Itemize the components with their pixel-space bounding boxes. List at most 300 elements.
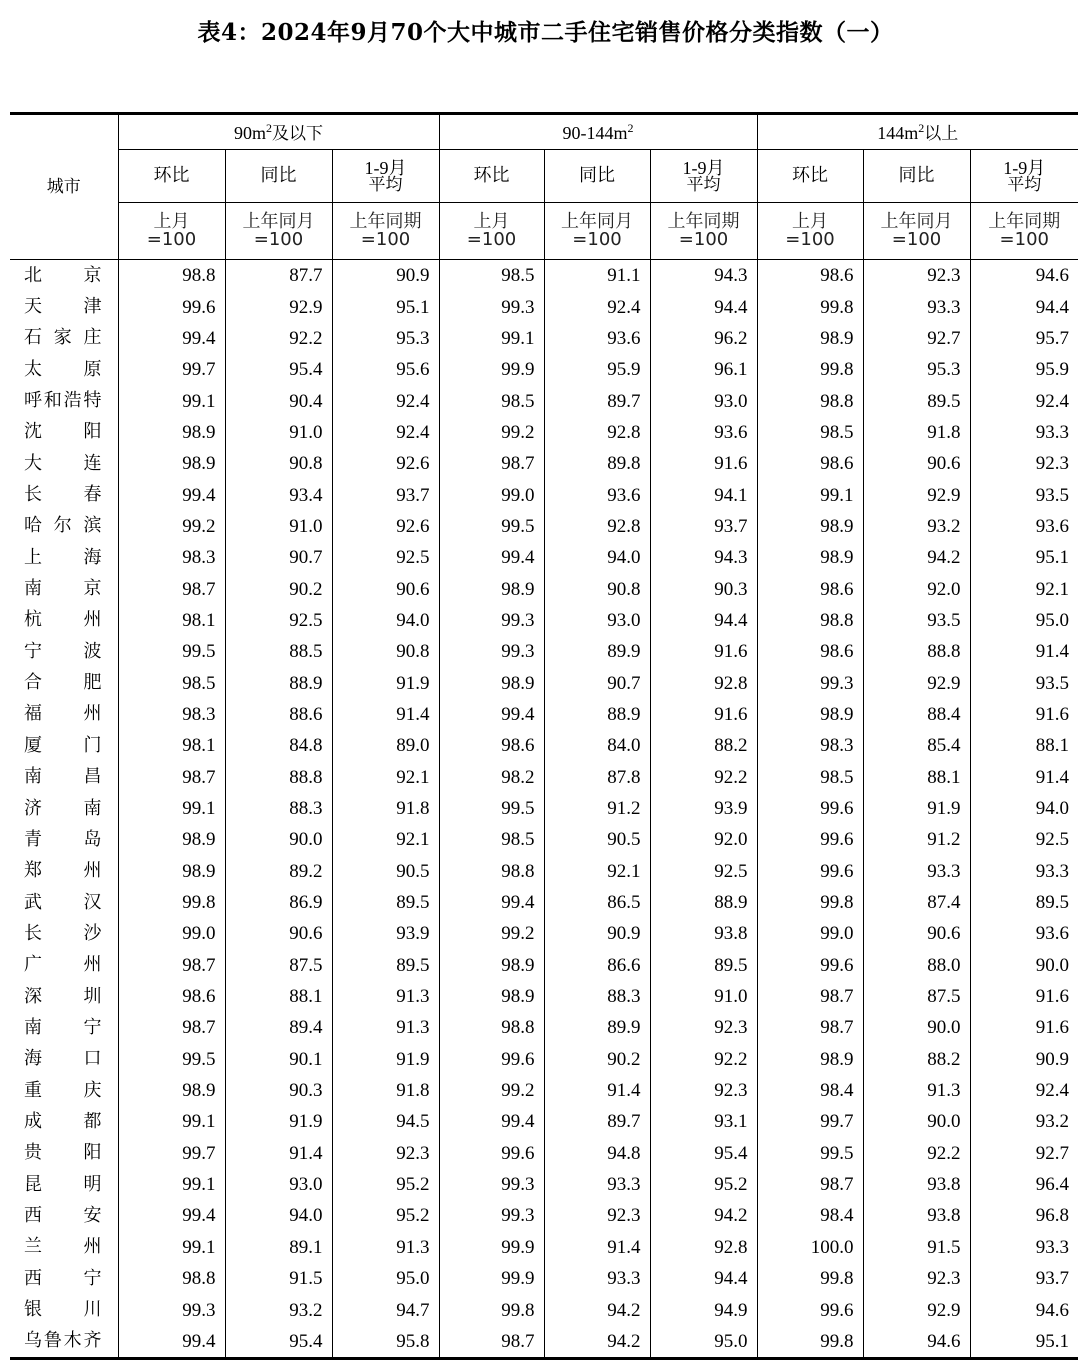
group-header-medium (439, 114, 757, 150)
index-value-cell: 98.8 (118, 260, 225, 292)
index-value-cell: 90.8 (225, 448, 332, 479)
index-value-cell: 98.6 (757, 260, 863, 292)
index-value-cell: 88.3 (544, 981, 650, 1012)
index-value-cell: 89.1 (225, 1232, 332, 1263)
table-row (10, 1075, 1078, 1106)
index-value-cell: 98.9 (757, 323, 863, 354)
header-group-row (10, 114, 1078, 150)
city-name-cell: 成都 (10, 1106, 118, 1137)
table-row (10, 824, 1078, 855)
city-name-cell: 重庆 (10, 1075, 118, 1106)
index-value-cell: 98.3 (757, 730, 863, 761)
index-value-cell: 91.9 (332, 1044, 439, 1075)
table-row (10, 1263, 1078, 1294)
index-value-cell: 89.9 (544, 1012, 650, 1043)
index-value-cell: 95.9 (970, 354, 1078, 385)
index-value-cell: 99.5 (118, 1044, 225, 1075)
index-value-cell: 89.5 (650, 950, 757, 981)
group-header-suffix: 以上 (924, 123, 959, 144)
index-value-cell: 92.7 (970, 1138, 1078, 1169)
index-value-cell: 92.8 (650, 667, 757, 698)
index-value-cell: 92.1 (544, 856, 650, 887)
city-name-cell: 福州 (10, 699, 118, 730)
index-value-cell: 98.4 (757, 1075, 863, 1106)
metric-avg (970, 150, 1078, 203)
index-value-cell: 96.4 (970, 1169, 1078, 1200)
index-value-cell: 90.8 (544, 573, 650, 604)
index-value-cell: 92.8 (544, 511, 650, 542)
index-value-cell: 93.3 (970, 1232, 1078, 1263)
city-name-cell: 沈阳 (10, 417, 118, 448)
index-value-cell: 99.7 (118, 1138, 225, 1169)
index-value-cell: 93.9 (332, 918, 439, 949)
index-value-cell: 85.4 (863, 730, 970, 761)
index-value-cell: 92.1 (970, 573, 1078, 604)
metric-yoy: 同比 (225, 150, 332, 203)
index-value-cell: 90.1 (225, 1044, 332, 1075)
table-row (10, 385, 1078, 416)
index-value-cell: 88.9 (225, 667, 332, 698)
index-value-cell: 98.9 (118, 417, 225, 448)
index-value-cell: 94.1 (650, 479, 757, 510)
index-value-cell: 98.7 (118, 950, 225, 981)
index-value-cell: 89.7 (544, 1106, 650, 1137)
index-value-cell: 92.9 (863, 479, 970, 510)
index-value-cell: 99.8 (757, 1326, 863, 1359)
index-value-cell: 99.2 (118, 511, 225, 542)
index-value-cell: 86.5 (544, 887, 650, 918)
index-value-cell: 94.6 (863, 1326, 970, 1359)
index-value-cell: 88.1 (970, 730, 1078, 761)
index-value-cell: 98.7 (757, 1169, 863, 1200)
index-value-cell: 99.8 (757, 291, 863, 322)
superscript: 2 (266, 120, 273, 135)
index-value-cell: 91.2 (863, 824, 970, 855)
table-row (10, 1044, 1078, 1075)
table-header (10, 114, 1078, 260)
metric-avg-line2: 平均 (368, 174, 403, 195)
index-value-cell: 98.6 (757, 448, 863, 479)
index-value-cell: 99.4 (439, 1106, 544, 1137)
index-value-cell: 93.5 (863, 605, 970, 636)
index-value-cell: 88.6 (225, 699, 332, 730)
index-value-cell: 98.9 (439, 950, 544, 981)
index-value-cell: 92.4 (332, 417, 439, 448)
index-value-cell: 95.0 (970, 605, 1078, 636)
index-value-cell: 99.4 (439, 887, 544, 918)
metric-avg (332, 150, 439, 203)
index-value-cell: 93.3 (970, 417, 1078, 448)
index-value-cell: 92.4 (970, 385, 1078, 416)
index-value-cell: 93.8 (863, 1169, 970, 1200)
metric-avg-line1: 1-9月 (364, 157, 407, 178)
table-row (10, 887, 1078, 918)
index-value-cell: 91.8 (332, 1075, 439, 1106)
index-value-cell: 94.7 (332, 1294, 439, 1325)
index-value-cell: 94.6 (970, 1294, 1078, 1325)
city-name-cell: 兰州 (10, 1232, 118, 1263)
index-value-cell: 93.3 (863, 291, 970, 322)
index-value-cell: 88.1 (225, 981, 332, 1012)
index-value-cell: 91.0 (225, 511, 332, 542)
base-mom (757, 203, 863, 260)
index-value-cell: 92.8 (544, 417, 650, 448)
group-header-label: 90-144m (562, 123, 628, 143)
index-value-cell: 100.0 (757, 1232, 863, 1263)
index-value-cell: 87.4 (863, 887, 970, 918)
index-value-cell: 98.6 (118, 981, 225, 1012)
index-value-cell: 93.7 (970, 1263, 1078, 1294)
index-value-cell: 96.8 (970, 1200, 1078, 1231)
metric-avg-line1: 1-9月 (682, 157, 725, 178)
index-value-cell: 90.6 (863, 918, 970, 949)
index-value-cell: 93.5 (970, 667, 1078, 698)
index-value-cell: 99.6 (757, 793, 863, 824)
index-value-cell: 93.0 (225, 1169, 332, 1200)
index-value-cell: 98.5 (757, 417, 863, 448)
index-value-cell: 93.0 (544, 605, 650, 636)
city-name-cell: 贵阳 (10, 1138, 118, 1169)
index-value-cell: 88.8 (863, 636, 970, 667)
index-value-cell: 89.5 (332, 887, 439, 918)
index-value-cell: 90.9 (970, 1044, 1078, 1075)
index-value-cell: 94.8 (544, 1138, 650, 1169)
table-row (10, 1294, 1078, 1325)
table-row (10, 950, 1078, 981)
index-value-cell: 92.6 (332, 511, 439, 542)
index-value-cell: 91.3 (332, 1012, 439, 1043)
index-value-cell: 94.2 (544, 1294, 650, 1325)
index-value-cell: 99.4 (118, 479, 225, 510)
index-value-cell: 87.5 (225, 950, 332, 981)
index-value-cell: 91.9 (225, 1106, 332, 1137)
index-value-cell: 88.9 (650, 887, 757, 918)
index-value-cell: 98.7 (439, 448, 544, 479)
city-name-cell: 厦门 (10, 730, 118, 761)
index-value-cell: 88.3 (225, 793, 332, 824)
index-value-cell: 99.8 (757, 1263, 863, 1294)
index-value-cell: 99.5 (439, 511, 544, 542)
index-value-cell: 98.5 (118, 667, 225, 698)
index-value-cell: 98.1 (118, 730, 225, 761)
table-row (10, 323, 1078, 354)
index-value-cell: 95.0 (650, 1326, 757, 1359)
base-label: 上月 (153, 211, 190, 232)
index-value-cell: 93.6 (544, 323, 650, 354)
index-value-cell: 90.7 (225, 542, 332, 573)
index-value-cell: 93.6 (544, 479, 650, 510)
city-column-header: 城市 (10, 114, 118, 260)
index-value-cell: 98.2 (439, 762, 544, 793)
base-label: 上月 (473, 211, 510, 232)
index-value-cell: 89.5 (332, 950, 439, 981)
index-value-cell: 99.9 (439, 354, 544, 385)
group-header-label: 90m (234, 122, 267, 143)
index-value-cell: 94.9 (650, 1294, 757, 1325)
index-value-cell: 98.9 (439, 981, 544, 1012)
index-value-cell: 99.2 (439, 1075, 544, 1106)
index-value-cell: 93.8 (650, 918, 757, 949)
index-value-cell: 93.6 (970, 918, 1078, 949)
index-value-cell: 99.4 (118, 1326, 225, 1359)
index-value-cell: 91.8 (863, 417, 970, 448)
index-value-cell: 98.6 (439, 730, 544, 761)
superscript: 2 (627, 121, 634, 135)
index-value-cell: 91.4 (970, 636, 1078, 667)
city-name-cell: 青岛 (10, 824, 118, 855)
index-value-cell: 92.5 (970, 824, 1078, 855)
group-header-suffix: 及以下 (272, 123, 324, 144)
index-value-cell: 92.1 (332, 824, 439, 855)
city-name-cell: 上海 (10, 542, 118, 573)
table-row (10, 448, 1078, 479)
index-value-cell: 98.1 (118, 605, 225, 636)
index-value-cell: 99.6 (439, 1138, 544, 1169)
index-value-cell: 90.0 (863, 1012, 970, 1043)
index-value-cell: 98.8 (757, 385, 863, 416)
index-value-cell: 92.6 (332, 448, 439, 479)
index-value-cell: 87.8 (544, 762, 650, 793)
price-index-table (10, 112, 1078, 1360)
index-value-cell: 90.8 (332, 636, 439, 667)
index-value-cell: 98.9 (118, 824, 225, 855)
index-value-cell: 87.5 (863, 981, 970, 1012)
index-value-cell: 99.1 (118, 1232, 225, 1263)
index-value-cell: 98.7 (118, 573, 225, 604)
city-name-cell: 济南 (10, 793, 118, 824)
index-value-cell: 89.8 (544, 448, 650, 479)
index-value-cell: 91.5 (225, 1263, 332, 1294)
index-value-cell: 99.4 (118, 323, 225, 354)
index-value-cell: 90.6 (225, 918, 332, 949)
base-value: =100 (891, 229, 942, 250)
base-label: 上年同月 (880, 211, 953, 232)
index-value-cell: 98.5 (439, 260, 544, 292)
index-value-cell: 93.3 (544, 1169, 650, 1200)
index-value-cell: 89.5 (970, 887, 1078, 918)
base-value: =100 (146, 229, 197, 250)
index-value-cell: 93.2 (225, 1294, 332, 1325)
index-value-cell: 98.6 (757, 573, 863, 604)
table-row (10, 260, 1078, 292)
city-name-cell: 呼和浩特 (10, 385, 118, 416)
index-value-cell: 90.3 (225, 1075, 332, 1106)
table-row (10, 918, 1078, 949)
city-name-cell: 太原 (10, 354, 118, 385)
group-header-label: 144m (877, 122, 919, 143)
index-value-cell: 94.6 (970, 260, 1078, 292)
index-value-cell: 91.1 (544, 260, 650, 292)
index-value-cell: 98.3 (118, 699, 225, 730)
index-value-cell: 90.2 (544, 1044, 650, 1075)
index-value-cell: 99.2 (439, 417, 544, 448)
table-row (10, 573, 1078, 604)
city-name-cell: 武汉 (10, 887, 118, 918)
base-mom (118, 203, 225, 260)
index-value-cell: 93.6 (650, 417, 757, 448)
index-value-cell: 92.0 (650, 824, 757, 855)
index-value-cell: 99.8 (757, 887, 863, 918)
city-name-cell: 南宁 (10, 1012, 118, 1043)
index-value-cell: 95.1 (970, 1326, 1078, 1359)
index-value-cell: 99.1 (439, 323, 544, 354)
index-value-cell: 88.5 (225, 636, 332, 667)
base-yoy (863, 203, 970, 260)
group-header-small (118, 114, 439, 150)
index-value-cell: 99.0 (118, 918, 225, 949)
index-value-cell: 95.8 (332, 1326, 439, 1359)
index-value-cell: 87.7 (225, 260, 332, 292)
index-value-cell: 98.6 (757, 636, 863, 667)
index-value-cell: 91.3 (332, 1232, 439, 1263)
city-name-cell: 天津 (10, 291, 118, 322)
index-value-cell: 95.2 (650, 1169, 757, 1200)
index-value-cell: 98.7 (757, 1012, 863, 1043)
index-value-cell: 95.4 (225, 1326, 332, 1359)
index-value-cell: 90.9 (332, 260, 439, 292)
index-value-cell: 99.1 (118, 793, 225, 824)
index-value-cell: 99.1 (757, 479, 863, 510)
index-value-cell: 91.6 (970, 1012, 1078, 1043)
index-value-cell: 92.3 (863, 1263, 970, 1294)
city-name-cell: 南昌 (10, 762, 118, 793)
index-value-cell: 93.2 (863, 511, 970, 542)
index-value-cell: 99.4 (439, 542, 544, 573)
index-value-cell: 92.8 (650, 1232, 757, 1263)
index-value-cell: 92.9 (863, 667, 970, 698)
header-metric-row (10, 150, 1078, 203)
index-value-cell: 93.7 (650, 511, 757, 542)
base-label: 上年同期 (988, 211, 1061, 232)
index-value-cell: 94.4 (650, 605, 757, 636)
index-value-cell: 94.0 (970, 793, 1078, 824)
index-value-cell: 90.0 (863, 1106, 970, 1137)
index-value-cell: 90.6 (332, 573, 439, 604)
index-value-cell: 99.6 (118, 291, 225, 322)
superscript: 2 (918, 120, 925, 135)
index-value-cell: 99.6 (439, 1044, 544, 1075)
index-value-cell: 95.4 (650, 1138, 757, 1169)
index-value-cell: 94.2 (650, 1200, 757, 1231)
index-value-cell: 98.8 (757, 605, 863, 636)
base-value: =100 (253, 229, 304, 250)
index-value-cell: 93.8 (863, 1200, 970, 1231)
index-value-cell: 95.2 (332, 1169, 439, 1200)
index-value-cell: 88.1 (863, 762, 970, 793)
index-value-cell: 98.5 (439, 385, 544, 416)
index-value-cell: 99.8 (118, 887, 225, 918)
index-value-cell: 92.3 (863, 260, 970, 292)
index-value-cell: 88.8 (225, 762, 332, 793)
index-value-cell: 94.3 (650, 260, 757, 292)
city-name-cell: 长春 (10, 479, 118, 510)
index-value-cell: 92.5 (650, 856, 757, 887)
index-value-cell: 98.9 (757, 542, 863, 573)
index-value-cell: 98.9 (439, 667, 544, 698)
index-value-cell: 91.6 (650, 699, 757, 730)
index-value-cell: 88.2 (863, 1044, 970, 1075)
index-value-cell: 92.3 (332, 1138, 439, 1169)
index-value-cell: 99.7 (118, 354, 225, 385)
city-name-cell: 昆明 (10, 1169, 118, 1200)
table-row (10, 856, 1078, 887)
index-value-cell: 93.3 (970, 856, 1078, 887)
index-value-cell: 92.2 (225, 323, 332, 354)
table-title: 表4：2024年9月70个大中城市二手住宅销售价格分类指数（一） (197, 19, 894, 46)
metric-avg (650, 150, 757, 203)
index-value-cell: 91.8 (332, 793, 439, 824)
index-value-cell: 99.6 (757, 950, 863, 981)
index-value-cell: 86.9 (225, 887, 332, 918)
index-value-cell: 94.0 (332, 605, 439, 636)
index-value-cell: 95.3 (863, 354, 970, 385)
index-value-cell: 93.4 (225, 479, 332, 510)
city-name-cell: 乌鲁木齐 (10, 1326, 118, 1359)
index-value-cell: 91.6 (650, 448, 757, 479)
index-value-cell: 91.5 (863, 1232, 970, 1263)
index-value-cell: 91.4 (970, 762, 1078, 793)
index-value-cell: 90.6 (863, 448, 970, 479)
index-value-cell: 98.8 (439, 1012, 544, 1043)
index-value-cell: 95.1 (970, 542, 1078, 573)
index-value-cell: 91.9 (332, 667, 439, 698)
index-value-cell: 96.2 (650, 323, 757, 354)
table-row (10, 1106, 1078, 1137)
index-value-cell: 90.4 (225, 385, 332, 416)
table-row (10, 511, 1078, 542)
base-mom (439, 203, 544, 260)
index-value-cell: 92.3 (650, 1075, 757, 1106)
index-value-cell: 90.2 (225, 573, 332, 604)
city-name-cell: 郑州 (10, 856, 118, 887)
index-value-cell: 94.2 (544, 1326, 650, 1359)
city-name-cell: 哈尔滨 (10, 511, 118, 542)
city-name-cell: 长沙 (10, 918, 118, 949)
index-value-cell: 92.2 (650, 1044, 757, 1075)
index-value-cell: 90.5 (332, 856, 439, 887)
table-row (10, 636, 1078, 667)
index-value-cell: 92.5 (332, 542, 439, 573)
index-value-cell: 98.8 (439, 856, 544, 887)
table-row (10, 291, 1078, 322)
index-value-cell: 91.2 (544, 793, 650, 824)
index-value-cell: 92.5 (225, 605, 332, 636)
city-name-cell: 南京 (10, 573, 118, 604)
index-value-cell: 98.7 (439, 1326, 544, 1359)
index-value-cell: 99.9 (439, 1232, 544, 1263)
index-value-cell: 99.3 (439, 605, 544, 636)
header-base-row (10, 203, 1078, 260)
base-value: =100 (678, 229, 729, 250)
index-value-cell: 98.9 (757, 699, 863, 730)
index-value-cell: 98.4 (757, 1200, 863, 1231)
index-value-cell: 93.2 (970, 1106, 1078, 1137)
index-value-cell: 99.5 (757, 1138, 863, 1169)
metric-avg-line1: 1-9月 (1003, 157, 1046, 178)
index-value-cell: 91.6 (970, 699, 1078, 730)
index-value-cell: 92.4 (544, 291, 650, 322)
group-header-large (757, 114, 1078, 150)
index-value-cell: 95.0 (332, 1263, 439, 1294)
index-value-cell: 95.2 (332, 1200, 439, 1231)
table-row (10, 1232, 1078, 1263)
table-body (10, 260, 1078, 1359)
metric-mom: 环比 (757, 150, 863, 203)
index-value-cell: 94.3 (650, 542, 757, 573)
index-value-cell: 99.3 (757, 667, 863, 698)
index-value-cell: 92.3 (970, 448, 1078, 479)
base-avg (970, 203, 1078, 260)
